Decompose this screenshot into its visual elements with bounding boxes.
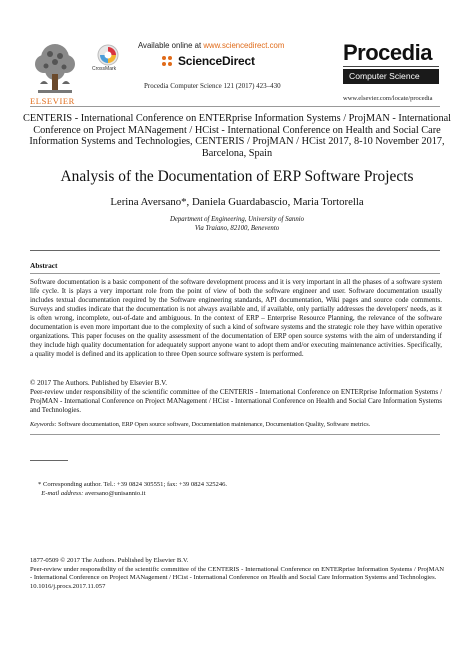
journal-citation: Procedia Computer Science 121 (2017) 423–430 <box>144 82 281 90</box>
title-divider <box>30 250 440 251</box>
journal-logo-title: Procedia <box>343 40 432 65</box>
issn-line: 1877-0509 © 2017 The Authors. Published by Elsevier B.V. <box>30 557 189 564</box>
bottom-peer-review: Peer-review under responsibility of the scientific committee of the CENTERIS - International Conference on ENTERprise Information Systems / ProjMAN - International Conference on Project MANagement / HCist - International Conference on Health and Social Care Information Systems and Technologies. <box>30 565 444 581</box>
crossmark-label: CrossMark <box>92 66 117 72</box>
email-line <box>38 489 227 498</box>
footnote-rule <box>30 460 68 461</box>
email-address[interactable]: aversano@unisannio.it <box>85 490 146 497</box>
publisher-name: ELSEVIER <box>30 96 75 106</box>
affiliation <box>22 215 452 233</box>
author-list: Lerina Aversano*, Daniela Guardabascio, Maria Tortorella <box>110 196 364 208</box>
sciencedirect-wordmark: ScienceDirect <box>178 54 255 68</box>
copyright-line: © 2017 The Authors. Published by Elsevier B.V. <box>30 379 168 387</box>
crossmark-icon[interactable] <box>97 44 119 66</box>
email-label: E-mail address: <box>41 490 84 497</box>
abstract-text: Software documentation is a basic component of the software development process and it is very important in all the phases of a software system life cycle. It is plays a very important role from the point of view of both the software engineer and user. Software documentation usually includes textual documentation required by the Software engineering standards, API documentation, Wiki pages and source code comments. Surveys and studies indicate that the documentation is not always available and, if available, only partially addresses the developers' needs, as it is often wrong, incomplete, out-of-date and ambiguous. In the context of ERP – Enterprise Resource Planning, the relevance of the software documentation is even more important due to the complexity of such a kind of software systems and the strategic role they have within operative organizations. This paper focuses on the quality assessment of the documentation of ERP open source systems with the aim of understanding if they include high quality documentation for adequately support anyone want to adopt them and/or executing maintenance activities. Specifically, a quality model is defined and its application to three Open source software system is performed. <box>30 278 442 359</box>
abstract-heading: Abstract <box>30 261 58 270</box>
affiliation-address: Via Traiano, 82100, Benevento <box>194 225 280 232</box>
available-prefix: Available online at <box>138 41 204 50</box>
publication-info <box>30 557 444 591</box>
keywords-list: Software documentation, ERP Open source software, Documentation maintenance, Documentation Quality, Software metrics. <box>58 421 371 428</box>
conference-line: CENTERIS - International Conference on ENTERprise Information Systems / ProjMAN - International Conference on Project MANagement / HCist - International Conference on Health and Social Care Information Systems and Technologies, CENTERIS / ProjMAN / HCist 2017, 8-10 November 2017, Barcelona, Spain <box>22 113 452 159</box>
affiliation-dept: Department of Engineering, University of Sannio <box>169 216 305 223</box>
peer-review-note: Peer-review under responsibility of the scientific committee of the CENTERIS - International Conference on ENTERprise Information Systems / ProjMAN - International Conference on Project MANagement / HCist - International Conference on Health and Social Care Information Systems and Technologies. <box>30 388 442 415</box>
sciencedirect-icon <box>160 54 174 68</box>
keywords-label: Keywords: <box>30 421 57 428</box>
header-divider <box>30 106 440 107</box>
doi-line[interactable]: 10.1016/j.procs.2017.11.057 <box>30 582 106 590</box>
copyright-block <box>30 379 442 415</box>
corresponding-author: * Corresponding author. Tel.: +39 0824 305551; fax: +39 0824 325246. <box>38 481 228 488</box>
elsevier-tree-logo <box>30 40 80 98</box>
keywords-divider <box>30 434 440 435</box>
keywords-line <box>30 421 442 429</box>
journal-url[interactable]: www.elsevier.com/locate/procedia <box>343 95 433 102</box>
journal-logo-subtitle: Computer Science <box>343 69 439 84</box>
footnote <box>38 480 227 498</box>
available-online-line <box>138 41 284 50</box>
paper-title: Analysis of the Documentation of ERP Software Projects <box>60 168 414 185</box>
journal-logo-rule <box>343 66 439 67</box>
sciencedirect-brand <box>160 54 255 68</box>
abstract-divider <box>30 273 440 274</box>
sciencedirect-link[interactable]: www.sciencedirect.com <box>203 41 285 50</box>
